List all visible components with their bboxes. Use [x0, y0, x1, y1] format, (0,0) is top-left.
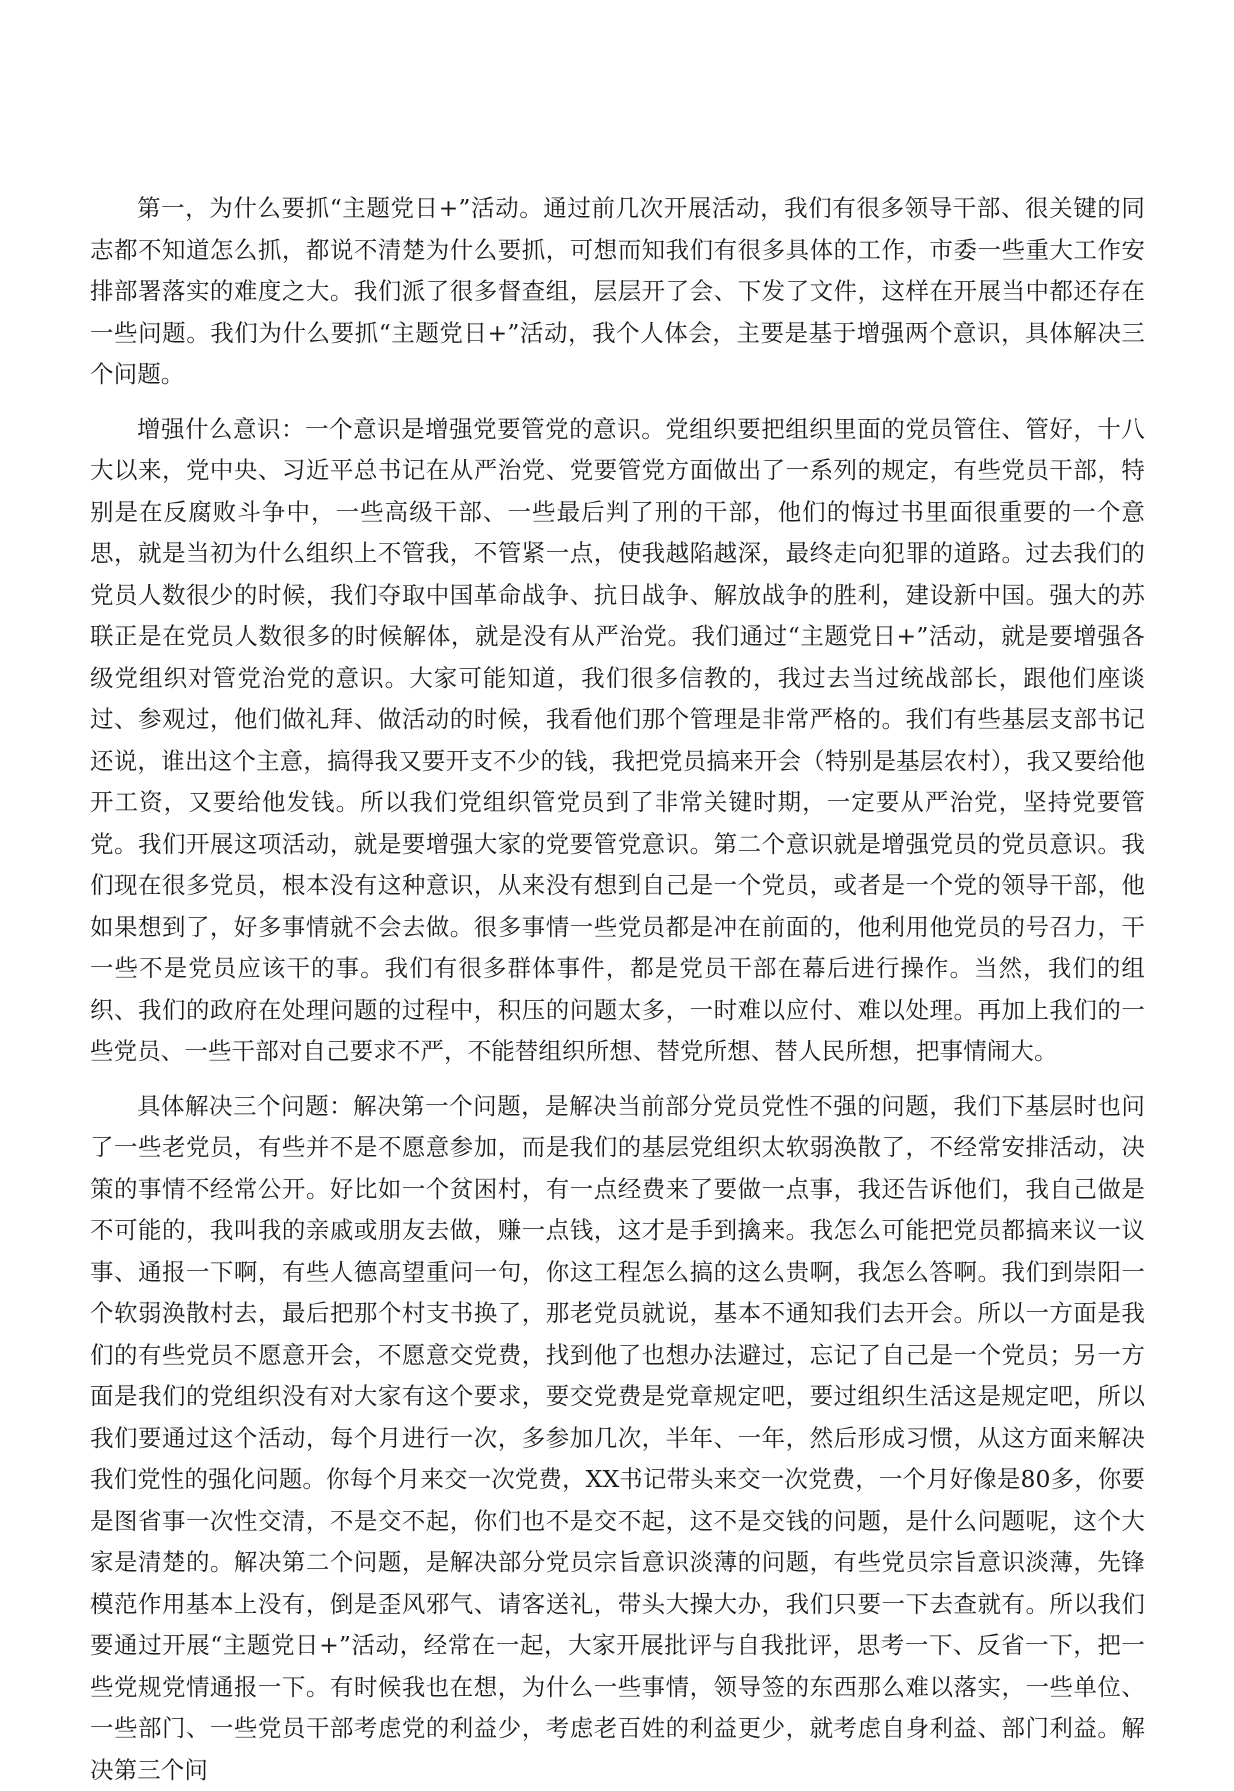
document-body	[90, 188, 1145, 1791]
paragraph-solve-three-problems: 具体解决三个问题：解决第一个问题，是解决当前部分党员党性不强的问题，我们下基层时也问了一些老党员，有些并不是不愿意参加，而是我们的基层党组织太软弱涣散了，不经常安排活动，决策的事情不经常公开。好比如一个贫困村，有一点经费来了要做一点事，我还告诉他们，我自己做是不可能的，我叫我的亲戚或朋友去做，赚一点钱，这才是手到擒来。我怎么可能把党员都搞来议一议事、通报一下啊，有些人德高望重问一句，你这工程怎么搞的这么贵啊，我怎么答啊。我们到崇阳一个软弱涣散村去，最后把那个村支书换了，那老党员就说，基本不通知我们去开会。所以一方面是我们的有些党员不愿意开会，不愿意交党费，找到他了也想办法避过，忘记了自己是一个党员；另一方面是我们的党组织没有对大家有这个要求，要交党费是党章规定吧，要过组织生活这是规定吧，所以我们要通过这个活动，每个月进行一次，多参加几次，半年、一年，然后形成习惯，从这方面来解决我们党性的强化问题。你每个月来交一次党费，XX书记带头来交一次党费，一个月好像是80多，你要是图省事一次性交清，不是交不起，你们也不是交不起，这不是交钱的问题，是什么问题呢，这个大家是清楚的。解决第二个问题，是解决部分党员宗旨意识淡薄的问题，有些党员宗旨意识淡薄，先锋模范作用基本上没有，倒是歪风邪气、请客送礼，带头大操大办，我们只要一下去查就有。所以我们要通过开展“主题党日+”活动，经常在一起，大家开展批评与自我批评，思考一下、反省一下，把一些党规党情通报一下。有时候我也在想，为什么一些事情，领导签的东西那么难以落实，一些单位、一些部门、一些党员干部考虑党的利益少，考虑老百姓的利益更少，就考虑自身利益、部门利益。解决第三个问	[90, 1086, 1145, 1791]
paragraph-strengthen-awareness: 增强什么意识：一个意识是增强党要管党的意识。党组织要把组织里面的党员管住、管好，十八大以来，党中央、习近平总书记在从严治党、党要管党方面做出了一系列的规定，有些党员干部，特别是在反腐败斗争中，一些高级干部、一些最后判了刑的干部，他们的悔过书里面很重要的一个意思，就是当初为什么组织上不管我，不管紧一点，使我越陷越深，最终走向犯罪的道路。过去我们的党员人数很少的时候，我们夺取中国革命战争、抗日战争、解放战争的胜利，建设新中国。强大的苏联正是在党员人数很多的时候解体，就是没有从严治党。我们通过“主题党日+”活动，就是要增强各级党组织对管党治党的意识。大家可能知道，我们很多信教的，我过去当过统战部长，跟他们座谈过、参观过，他们做礼拜、做活动的时候，我看他们那个管理是非常严格的。我们有些基层支部书记还说，谁出这个主意，搞得我又要开支不少的钱，我把党员搞来开会（特别是基层农村），我又要给他开工资，又要给他发钱。所以我们党组织管党员到了非常关键时期，一定要从严治党，坚持党要管党。我们开展这项活动，就是要增强大家的党要管党意识。第二个意识就是增强党员的党员意识。我们现在很多党员，根本没有这种意识，从来没有想到自己是一个党员，或者是一个党的领导干部，他如果想到了，好多事情就不会去做。很多事情一些党员都是冲在前面的，他利用他党员的号召力，干一些不是党员应该干的事。我们有很多群体事件，都是党员干部在幕后进行操作。当然，我们的组织、我们的政府在处理问题的过程中，积压的问题太多，一时难以应付、难以处理。再加上我们的一些党员、一些干部对自己要求不严，不能替组织所想、替党所想、替人民所想，把事情闹大。	[90, 409, 1145, 1073]
paragraph-why-theme-party-day: 第一，为什么要抓“主题党日+”活动。通过前几次开展活动，我们有很多领导干部、很关键的同志都不知道怎么抓，都说不清楚为什么要抓，可想而知我们有很多具体的工作，市委一些重大工作安排部署落实的难度之大。我们派了很多督查组，层层开了会、下发了文件，这样在开展当中都还存在一些问题。我们为什么要抓“主题党日+”活动，我个人体会，主要是基于增强两个意识，具体解决三个问题。	[90, 188, 1145, 396]
